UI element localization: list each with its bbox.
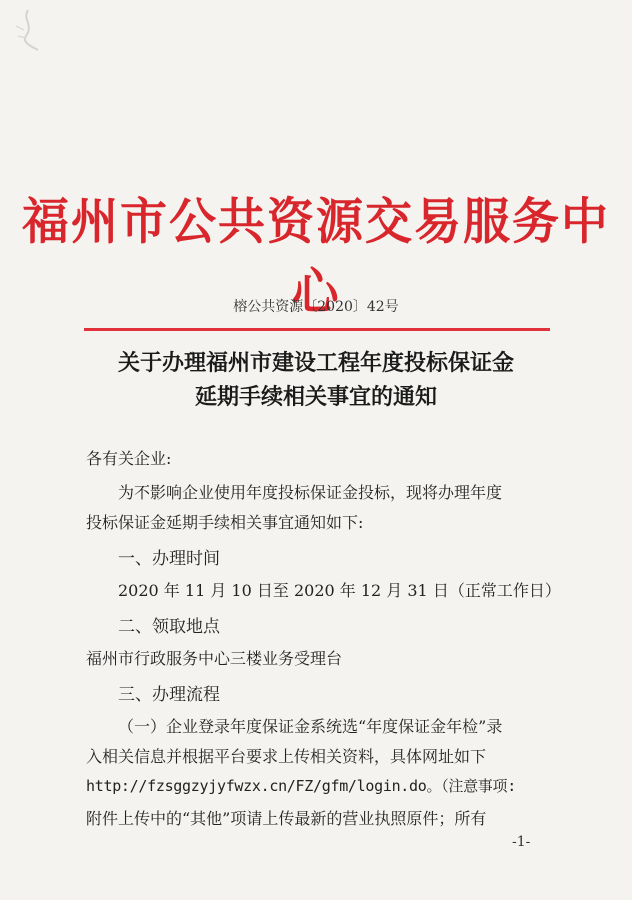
- document-number: 榕公共资源〔2020〕42号: [233, 299, 399, 315]
- notice-title-line-2: 延期手续相关事宜的通知: [194, 384, 437, 410]
- salutation: 各有关企业:: [86, 449, 172, 468]
- section-heading-time: 一、办理时间: [118, 549, 220, 569]
- page-number: -1-: [512, 834, 531, 850]
- issuing-organization-header: 福州市公共资源交易服务中心: [22, 193, 610, 322]
- notice-title-line-1: 关于办理福州市建设工程年度投标保证金: [117, 350, 514, 376]
- section-heading-location: 二、领取地点: [118, 617, 220, 637]
- intro-line-1: 为不影响企业使用年度投标保证金投标，现将办理年度: [118, 483, 503, 502]
- red-divider-rule: [84, 328, 550, 331]
- notice-title: [0, 346, 632, 414]
- section-text-time: 2020 年 11 月 10 日至 2020 年 12 月 31 日（正常工作日）: [118, 581, 561, 600]
- process-step-1-line-2: 入相关信息并根据平台要求上传相关资料，具体网址如下: [86, 747, 487, 766]
- process-step-1-line-1: （一）企业登录年度保证金系统选“年度保证金年检”录: [118, 717, 503, 736]
- section-text-location: 福州市行政服务中心三楼业务受理台: [86, 649, 343, 668]
- section-heading-process: 三、办理流程: [118, 685, 220, 705]
- process-step-1-url-line: http://fzsggzyjyfwzx.cn/FZ/gfm/login.do。（注意事项:: [86, 777, 516, 795]
- process-step-1-line-4: 附件上传中的“其他”项请上传最新的营业执照原件；所有: [86, 809, 487, 828]
- intro-line-2: 投标保证金延期手续相关事宜通知如下:: [86, 513, 364, 532]
- corner-mark-decoration: [8, 6, 56, 54]
